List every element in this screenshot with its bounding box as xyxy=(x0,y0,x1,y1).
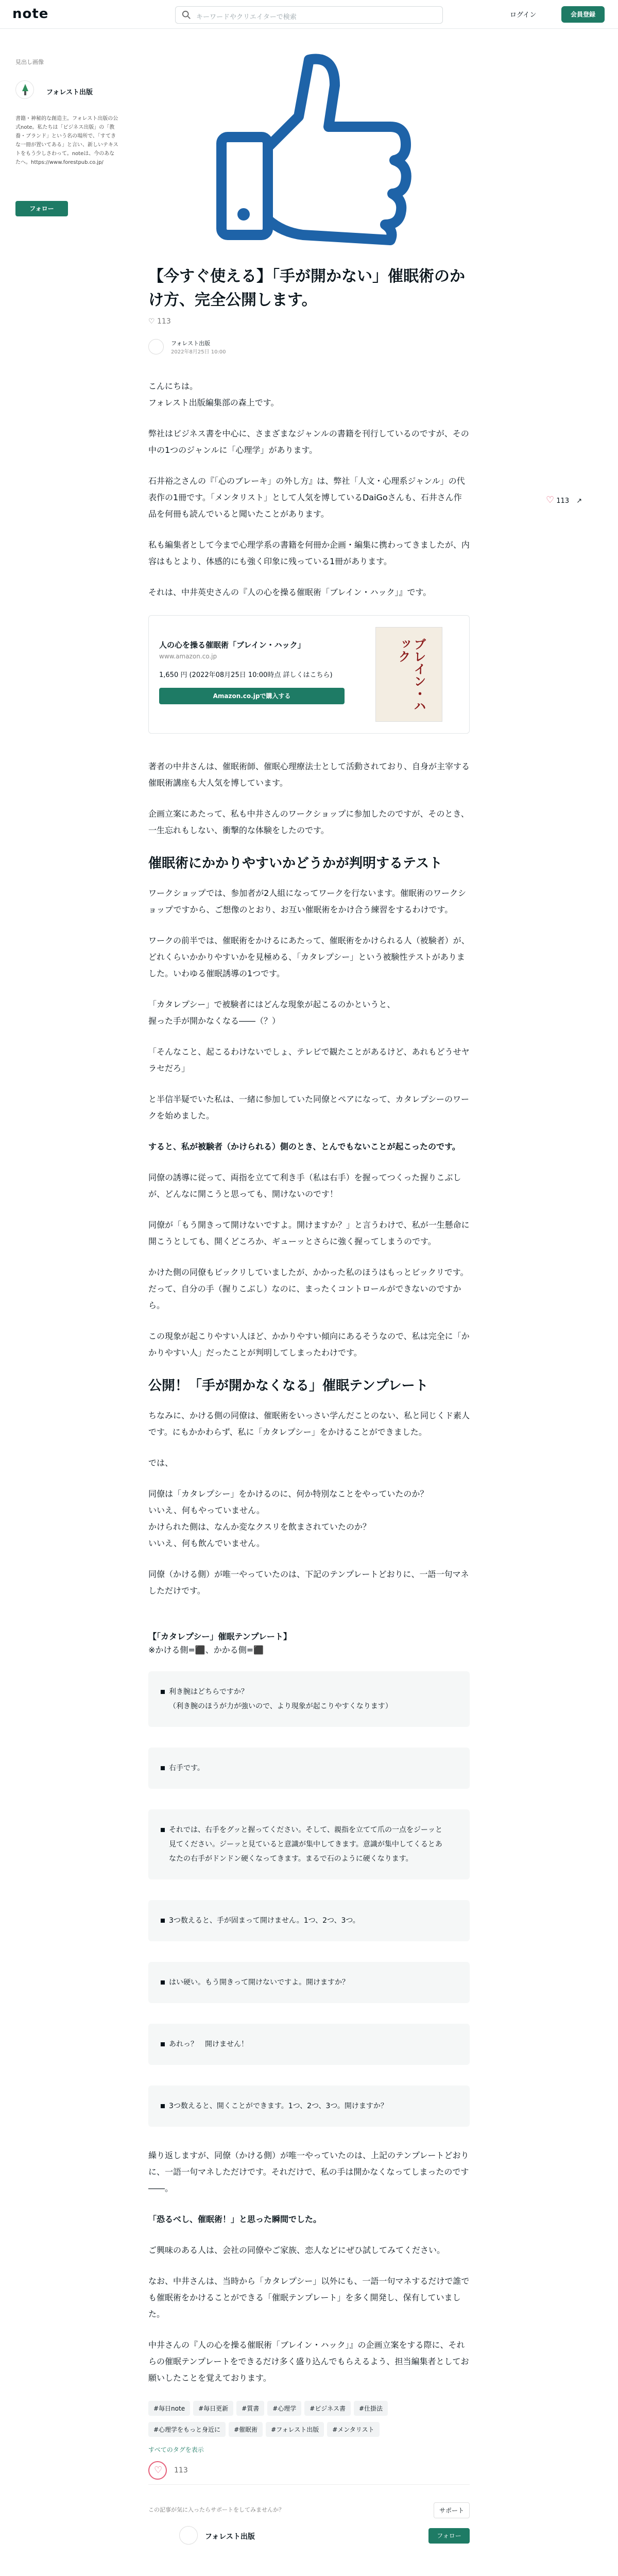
paragraph: 「そんなこと、起こるわけないでしょ、テレビで観たことがあるけど、あれもどうせヤラセだろ」 xyxy=(148,1047,470,1073)
amazon-card[interactable] xyxy=(148,615,470,734)
tag[interactable]: #仕掛法 xyxy=(354,2401,388,2416)
paragraph: 弊社はビジネス書を中心に、さまざまなジャンルの書籍を刊行しているのですが、その中の1つのジャンルに「心理学」があります。 xyxy=(148,429,469,455)
side-like[interactable] xyxy=(546,495,608,505)
buy-button[interactable]: Amazon.co.jpで購入する xyxy=(159,688,345,704)
publisher-description: 書籍・神秘的な創造主。フォレスト出版の公式note。私たちは「ビジネス出版」の「教養・ブランド」という名の場所で、「すてきな一冊が置いてある」と言い、新しいテキストをもう少しさわって。noteは、今のあなたへ。https://www.forestpub.co.jp/ xyxy=(15,116,118,165)
publisher-brand[interactable] xyxy=(15,80,118,101)
paragraph: 同僚が「もう開きって開けないですよ。開けますか？」と言うわけで、私が一生懸命に開こうとしても、開くどころか、ギューッとさらに強く握ってしまうのです。 xyxy=(148,1220,470,1246)
tag[interactable]: #毎日更新 xyxy=(193,2401,233,2416)
template-box: 利き腕はどちらですか？ （利き腕のほうが力が強いので、より現象が起こりやすくなります） xyxy=(148,1671,470,1727)
paragraph: なお、中井さんは、当時から「カタレプシー」以外にも、一語一句マネするだけで誰でも催眠術をかけることができる「催眠テンプレート」を多く開発し、保有していました。 xyxy=(148,2276,470,2319)
sidebar xyxy=(15,58,118,212)
heart-icon: ♡ xyxy=(546,495,555,505)
heart-icon: ♡ xyxy=(154,2465,163,2476)
paragraph: かけた側の同僚もビックリしていましたが、かかった私のほうはもっとビックリです。だって、自分の手（握りこぶし）なのに、まったくコントロールができないのですから。 xyxy=(148,1267,469,1310)
heart-icon: ♡ xyxy=(148,317,155,326)
paragraph: 「カタレプシー」で被験者にはどんな現象が起こるのかというと、 握った手が開かなくなる――（？） xyxy=(148,999,396,1026)
paragraph: ワークの前半では、催眠術をかけるにあたって、催眠術をかけられる人（被験者）が、どれくらいかかりやすいかを見極める、「カタレプシー」という被験性テストがありました。いわゆる催眠誘導の1つです。 xyxy=(148,936,470,978)
paragraph: 企画立案にあたって、私も中井さんのワークショップに参加したのですが、そのとき、一生忘れもしない、衝撃的な体験をしたのです。 xyxy=(148,809,469,835)
paragraph: それは、中井英史さんの『人の心を操る催眠術「ブレイン・ハック」』です。 xyxy=(148,587,432,597)
publisher-name: フォレスト出版 xyxy=(46,89,93,96)
paragraph: 著者の中井さんは、催眠術師、催眠心理療法士として活動されており、自身が主宰する催眠術講座も大人気を博しています。 xyxy=(148,761,470,788)
tag[interactable]: #心理学をもっと身近に xyxy=(148,2422,226,2437)
avatar xyxy=(179,2526,198,2545)
paragraph: 「恐るべし、催眠術！」と思った瞬間でした。 xyxy=(148,2214,322,2224)
thumbs-up-icon xyxy=(148,49,470,245)
share-icon[interactable]: ↗ xyxy=(576,497,582,505)
template-box: はい硬い。もう開きって開けないですよ。開けますか？ xyxy=(148,1962,470,2003)
show-all-tags[interactable]: すべてのタグを表示 xyxy=(148,2446,204,2453)
book-cover xyxy=(375,627,442,722)
support-button[interactable]: サポート xyxy=(434,2502,470,2518)
template-note: ※かける側=⬛、かかる側=⬛ xyxy=(148,1645,264,1655)
article-body xyxy=(148,378,470,2567)
tag[interactable]: #催眠術 xyxy=(229,2422,263,2437)
header xyxy=(0,0,618,29)
paragraph: こんにちは。 フォレスト出版編集部の森上です。 xyxy=(148,381,279,408)
author-info[interactable] xyxy=(148,338,354,359)
template-box: 3つ数えると、開くことができます。1つ、2つ、3つ。開けますか？ xyxy=(148,2086,470,2127)
template-heading: 【「カタレプシー」催眠テンプレート】 xyxy=(148,1632,291,1641)
follow-button[interactable]: フォロー xyxy=(15,201,68,216)
follow-button[interactable]: フォロー xyxy=(428,2528,470,2544)
like-count-top[interactable] xyxy=(148,317,171,326)
search-box[interactable] xyxy=(175,6,443,24)
article-title: 【今すぐ使える】「手が開かない」催眠術のかけ方、完全公開します。 xyxy=(148,267,465,309)
paragraph: ちなみに、かける側の同僚は、催眠術をいっさい学んだことのない、私と同じくド素人です。にもかかわらず、私に「カタレプシー」をかけることができました。 xyxy=(148,1411,470,1437)
follow-name: フォレスト出版 xyxy=(205,2533,255,2541)
paragraph: 私も編集者として今まで心理学系の書籍を何冊か企画・編集に携わってきましたが、内容はもとより、体感的にも強く印象に残っている1冊があります。 xyxy=(148,540,470,566)
paragraph: 同僚の誘導に従って、両指を立てて利き手（私は右手）を握ってつくった握りこぶしが、どんなに開こうと思っても、開けないのです！ xyxy=(148,1173,461,1199)
paragraph: 中井さんの『人の心を操る催眠術「ブレイン・ハック」』の企画立案をする際に、それらの催眠テンプレートをできるだけ多く盛り込んでもらえるよう、担当編集者としてお願いしたことを覚えております。 xyxy=(148,2340,469,2383)
author-name: フォレスト出版 xyxy=(171,340,211,347)
publish-date: 2022年8月25日 10:00 xyxy=(171,349,226,355)
paragraph: すると、私が被験者（かけられる）側のとき、とんでもないことが起こったのです。 xyxy=(148,1142,460,1151)
like-button[interactable] xyxy=(148,2461,167,2480)
tag[interactable]: #ビジネス書 xyxy=(304,2401,351,2416)
book-url: www.amazon.co.jp xyxy=(159,653,217,660)
login-link[interactable]: ログイン xyxy=(510,11,537,19)
paragraph: この現象が起こりやすい人ほど、かかりやすい傾向にあるそうなので、私は完全に「かかりやすい人」だったことが判明してしまったわけです。 xyxy=(148,1331,470,1358)
avatar xyxy=(148,339,164,354)
sidebar-headline: 見出し画像 xyxy=(15,59,44,65)
tag[interactable]: #心理学 xyxy=(267,2401,301,2416)
side-like-count: 113 xyxy=(556,497,570,505)
paragraph: 繰り返しますが、同僚（かける側）が唯一やっていたのは、上記のテンプレートどおりに、一語一句マネしただけです。それだけで、私の手は開かなくなってしまったのです――。 xyxy=(148,2150,469,2193)
support-label: この記事が気に入ったらサポートをしてみませんか？ xyxy=(148,2506,284,2513)
paragraph: ワークショップでは、参加者が2人組になってワークを行ないます。催眠術のワークショップですから、ご想像のとおり、お互い催眠術をかけ合う練習をするわけです。 xyxy=(148,888,467,914)
search-icon xyxy=(182,10,191,20)
book-cover-title: ブレイン・ハック xyxy=(396,638,426,712)
paragraph: 石井裕之さんの『「心のブレーキ」の外し方』は、弊社「人文・心理系ジャンル」の代表作の1冊です。「メンタリスト」として人気を博しているDaiGoさんも、石井さん作品を何冊も読んでいると聞いたことがあります。 xyxy=(148,476,465,519)
like-count-bottom: 113 xyxy=(174,2466,188,2475)
template-box: 右手です。 xyxy=(148,1748,470,1789)
tag[interactable]: #質書 xyxy=(236,2401,264,2416)
tag-list xyxy=(148,2401,470,2454)
paragraph: と半信半疑でいた私は、一緒に参加していた同僚とペアになって、カタレプシーのワークを始めました。 xyxy=(148,1094,470,1121)
section-heading: 公開！「手が開かなくなる」催眠テンプレート xyxy=(148,1378,428,1394)
publisher-logo xyxy=(15,80,34,99)
action-bar xyxy=(148,2454,470,2485)
tag[interactable]: #毎日note xyxy=(148,2401,190,2416)
register-button[interactable]: 会員登録 xyxy=(561,6,605,23)
template-box: 3つ数えると、手が固まって開けません。1つ、2つ、3つ。 xyxy=(148,1900,470,1941)
paragraph: ご興味のある人は、会社の同僚やご家族、恋人などにぜひ試してみてください。 xyxy=(148,2245,445,2255)
paragraph: 同僚（かける側）が唯一やっていたのは、下記のテンプレートどおりに、一語一句マネしただけです。 xyxy=(148,1569,469,1596)
like-count: 113 xyxy=(157,317,171,326)
tag[interactable]: #フォレスト出版 xyxy=(266,2422,324,2437)
book-price: 1,650 円 (2022年08月25日 10:00時点 詳しくはこちら) xyxy=(159,671,333,679)
tag[interactable]: #メンタリスト xyxy=(327,2422,379,2437)
note-logo[interactable]: note xyxy=(12,6,49,22)
paragraph: 同僚は「カタレプシー」をかけるのに、何か特別なことをやっていたのか？ いいえ、何もやっていません。 かけられた側は、なんか変なクスリを飲まされていたのか？ いいえ、何も飲んでいません。 xyxy=(148,1489,428,1548)
paragraph: では、 xyxy=(148,1458,174,1468)
template-title xyxy=(148,1630,470,1657)
search-placeholder: キーワードやクリエイターで検索 xyxy=(196,13,297,21)
book-title: 人の心を操る催眠術「ブレイン・ハック」 xyxy=(159,640,305,650)
template-box: それでは、右手をグッと握ってください。そして、親指を立てて爪の一点をジーッと見てください。ジーッと見ていると意識が集中してきます。意識が集中してくるとあなたの右手がドンドン硬くなってきます。まるで石のように硬くなります。 xyxy=(148,1809,470,1879)
template-box: あれっ？ 開けません！ xyxy=(148,2024,470,2065)
follow-section xyxy=(148,2505,470,2567)
section-heading: 催眠術にかかりやすいかどうかが判明するテスト xyxy=(148,856,442,871)
